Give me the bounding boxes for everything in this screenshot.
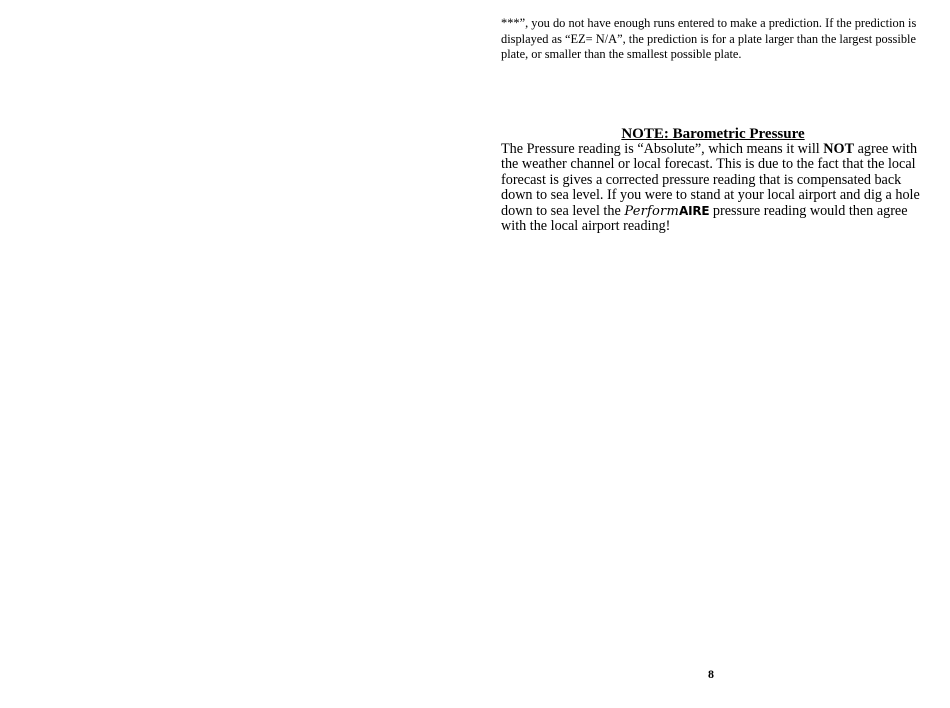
- note-body-text-3: pressure reading would then agree with the local airport reading!: [501, 202, 908, 235]
- note-body-emphasis: NOT: [823, 141, 855, 157]
- performaire-logo-caps: AIRE: [678, 203, 710, 218]
- performaire-logo-script: Perform: [624, 203, 679, 219]
- right-page: [475, 0, 950, 708]
- prediction-note-paragraph: ***”, you do not have enough runs entered to make a prediction. If the prediction is displayed as “EZ= N/A”, the prediction is for a plate larger than the largest possible plate, or smaller than the smallest possible plate.: [501, 16, 917, 61]
- barometric-pressure-note-title: NOTE: Barometric Pressure: [621, 126, 805, 142]
- performaire-logo: [624, 204, 709, 219]
- barometric-pressure-note-body: [501, 142, 929, 234]
- note-body-text-1: The Pressure reading is “Absolute”, which means it will: [501, 141, 824, 157]
- page-number: 8: [708, 667, 714, 681]
- note-body-text-2: agree with the weather channel or local forecast. This is due to the fact that the local forecast is gives a corrected pressure reading that is compensated back down to sea level. If you were to stand at your local airport and dig a hole down to sea level the: [501, 141, 920, 219]
